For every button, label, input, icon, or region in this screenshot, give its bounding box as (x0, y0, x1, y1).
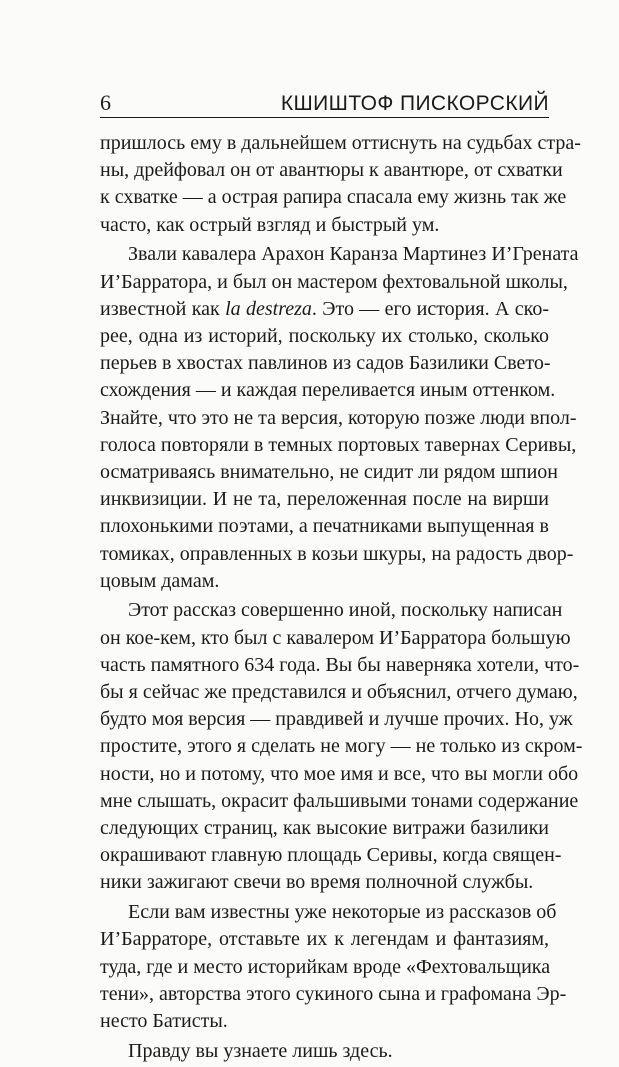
paragraph (100, 597, 583, 896)
text-line: тени», авторства этого сукиного сына и графомана Эр- (100, 982, 567, 1005)
text-line: Знайте, что это не та версия, которую позже люди впол- (100, 406, 577, 429)
text-line: Звали кавалера Арахон Каранза Мартинез И’Грената (128, 243, 579, 266)
italic-term: la destreza (225, 297, 312, 320)
text-line: голоса повторяли в темных портовых тавернах Серивы, (100, 433, 577, 456)
text-line: инквизиции. И не та, переложенная после на вирши (100, 488, 549, 511)
text-line: мне слышать, окрасит фальшивыми тонами содержание (100, 789, 579, 812)
text-line: часть памятного 634 года. Вы бы наверняка хотели, что- (100, 653, 580, 676)
text-line: И’Барратора, и был он мастером фехтовальной школы, (100, 270, 568, 293)
text-line: к схватке — а острая рапира спасала ему жизнь так же (100, 186, 567, 209)
text-line: простите, этого я сделать не могу — не только из скром- (100, 735, 583, 758)
text-line: следующих страниц, как высокие витражи базилики (100, 817, 549, 840)
body-text (100, 130, 583, 1067)
text-line: ники зажигают свечи во время полночной службы. (100, 871, 534, 894)
text-line: часто, как острый взгляд и быстрый ум. (100, 213, 440, 236)
text-line: И’Барраторе, отставьте их к легендам и фантазиям, (100, 928, 549, 951)
running-head (100, 84, 549, 114)
text-line: ны, дрейфовал он от авантюры к авантюре, от схватки (100, 159, 563, 182)
text-line: рее, одна из историй, поскольку их столько, сколько (100, 324, 549, 347)
text-line: схождения — и каждая переливается иным оттенком. (100, 379, 556, 402)
text-line: Правду вы узнаете лишь здесь. (128, 1039, 393, 1062)
header-rule (100, 117, 549, 118)
text-line: Если вам известны уже некоторые из рассказов об (128, 901, 557, 924)
paragraph (100, 130, 581, 239)
text-line: пришлось ему в дальнейшем оттиснуть на судьбах стра- (100, 132, 581, 154)
text-line: Этот рассказ совершенно иной, поскольку написан (128, 599, 563, 622)
running-head-author: КШИШТОФ ПИСКОРСКИЙ (280, 92, 549, 115)
text-line: будто моя версия — правдивей и лучше прочих. Но, уж (100, 708, 573, 731)
text-line: цовым дамам. (100, 569, 220, 592)
paragraph (100, 241, 579, 595)
paragraph (100, 899, 567, 1035)
text-line: несто Батисты. (100, 1010, 228, 1032)
text-line: осматриваясь внимательно, не сидит ли рядом шпион (100, 460, 558, 483)
paragraph (100, 1038, 549, 1065)
text-line: ности, но и потому, что мое имя и все, что вы могли обо (100, 762, 579, 785)
text-line: окрашивают главную площадь Серивы, когда священ- (100, 844, 562, 867)
text-line: томиках, оправленных в козьи шкуры, на радость двор- (100, 542, 574, 565)
text-line: перьев в хвостах павлинов из садов Базилики Свето- (100, 352, 551, 375)
text-segment: известной как (100, 297, 226, 320)
text-line: плохонькими поэтами, а печатниками выпущенная в (100, 515, 549, 538)
text-line (100, 296, 549, 323)
text-line: туда, где и место историйкам вроде «Фехтовальщика (100, 955, 551, 978)
text-line: он кое-кем, кто был с кавалером И’Барратора большую (100, 626, 571, 649)
text-line: бы я сейчас же представился и объяснил, отчего думаю, (100, 681, 578, 704)
text-segment: . Это — его история. А ско- (311, 297, 549, 320)
page-number: 6 (100, 90, 112, 115)
